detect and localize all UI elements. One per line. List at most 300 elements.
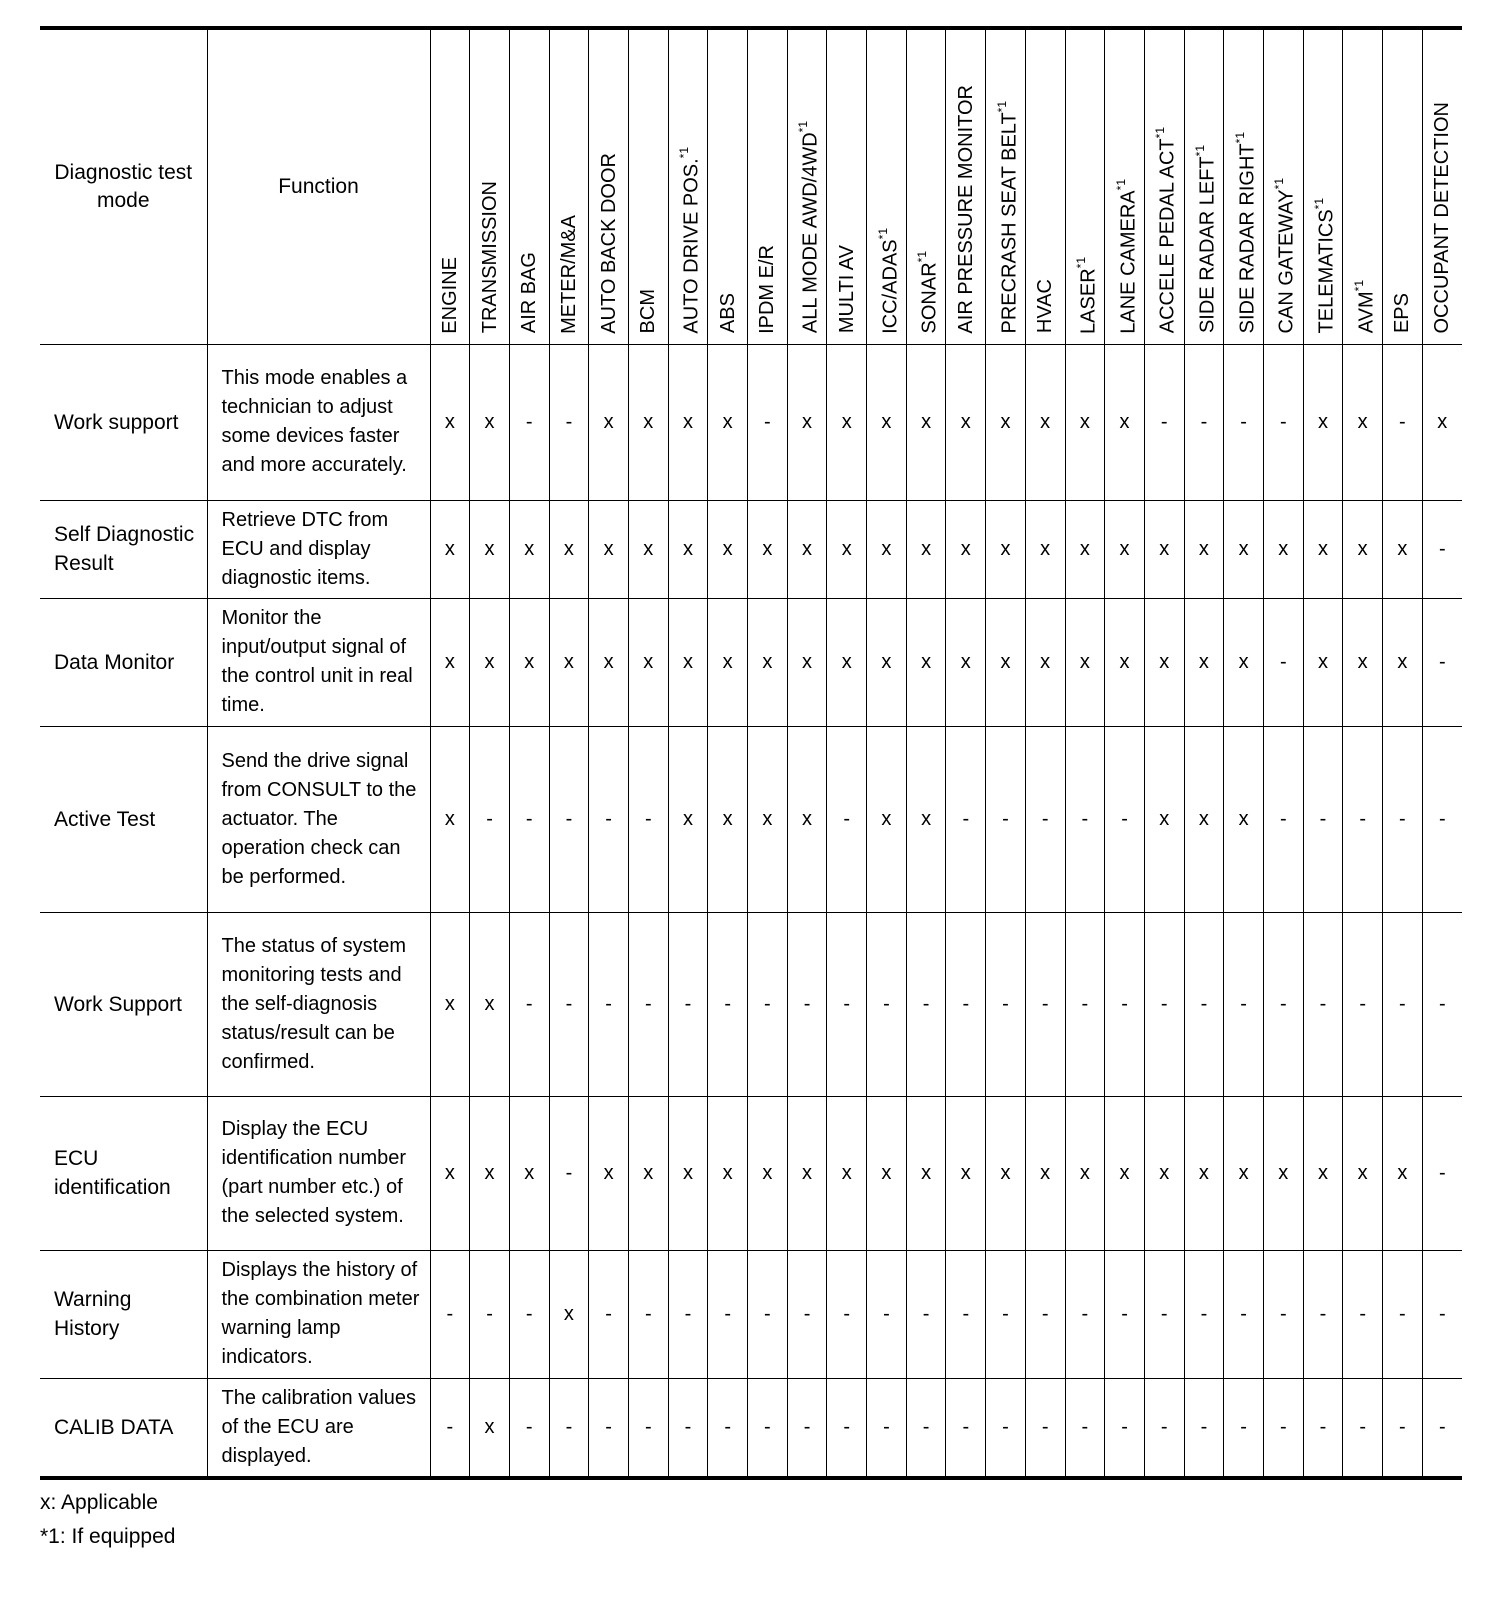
system-name: METER/M&A <box>557 214 580 334</box>
header-system-lane-camera <box>1105 28 1145 344</box>
applicability-cell: x <box>668 1096 708 1250</box>
applicability-cell: - <box>549 1096 589 1250</box>
applicability-cell: - <box>1383 1250 1423 1378</box>
applicability-cell: - <box>628 1378 668 1478</box>
applicability-cell: x <box>1144 726 1184 912</box>
applicability-cell: - <box>1263 1378 1303 1478</box>
applicability-cell: x <box>867 344 907 500</box>
applicability-cell: - <box>1025 1378 1065 1478</box>
applicability-cell: - <box>1343 1378 1383 1478</box>
system-name: SIDE RADAR LEFT <box>1196 156 1219 334</box>
applicability-cell: - <box>1184 1378 1224 1478</box>
row-function-description: Retrieve DTC from ECU and display diagnostic items. <box>207 500 430 598</box>
applicability-cell: x <box>430 912 470 1096</box>
applicability-cell: x <box>430 344 470 500</box>
system-name: AIR PRESSURE MONITOR <box>954 84 977 334</box>
applicability-cell: - <box>1184 912 1224 1096</box>
header-diagnostic-test-mode: Diagnostic test mode <box>40 28 207 344</box>
header-system-meter-m-a <box>549 28 589 344</box>
applicability-cell: - <box>1025 726 1065 912</box>
applicability-cell: x <box>1383 598 1423 726</box>
row-mode-label: Work support <box>40 344 207 500</box>
table-row <box>40 1250 1462 1378</box>
system-name: LASER <box>1077 267 1100 334</box>
applicability-cell: - <box>986 1378 1026 1478</box>
footnote-marker: *1 <box>796 121 811 133</box>
applicability-cell: x <box>708 344 748 500</box>
header-system-side-radar-left <box>1184 28 1224 344</box>
header-system-air-bag <box>509 28 549 344</box>
applicability-cell: - <box>1025 1250 1065 1378</box>
applicability-cell: - <box>549 912 589 1096</box>
applicability-cell: x <box>509 598 549 726</box>
table-row <box>40 344 1462 500</box>
system-name: SONAR <box>918 262 941 334</box>
applicability-cell: x <box>1224 726 1264 912</box>
applicability-cell: - <box>748 1250 788 1378</box>
applicability-cell: x <box>748 500 788 598</box>
applicability-cell: x <box>589 344 629 500</box>
applicability-cell: x <box>946 598 986 726</box>
applicability-cell: x <box>1224 1096 1264 1250</box>
applicability-cell: x <box>708 500 748 598</box>
applicability-cell: x <box>1184 726 1224 912</box>
applicability-cell: - <box>708 912 748 1096</box>
applicability-cell: - <box>509 726 549 912</box>
table-row <box>40 598 1462 726</box>
applicability-cell: x <box>470 500 510 598</box>
applicability-cell: x <box>1303 500 1343 598</box>
applicability-cell: x <box>470 912 510 1096</box>
applicability-cell: x <box>827 1096 867 1250</box>
applicability-cell: x <box>430 726 470 912</box>
header-system-multi-av <box>827 28 867 344</box>
applicability-cell: - <box>867 912 907 1096</box>
header-system-telematics <box>1303 28 1343 344</box>
system-name: BCM <box>637 289 660 334</box>
applicability-cell: - <box>1422 1096 1462 1250</box>
applicability-cell: x <box>549 598 589 726</box>
applicability-cell: x <box>1065 1096 1105 1250</box>
applicability-cell: x <box>1025 1096 1065 1250</box>
applicability-cell: - <box>1065 1378 1105 1478</box>
row-mode-label: CALIB DATA <box>40 1378 207 1478</box>
applicability-cell: x <box>1184 1096 1224 1250</box>
diagnostic-mode-table <box>40 26 1462 1480</box>
header-system-accele-pedal-act <box>1144 28 1184 344</box>
applicability-cell: x <box>589 598 629 726</box>
applicability-cell: - <box>1105 726 1145 912</box>
applicability-cell: - <box>1105 1250 1145 1378</box>
applicability-cell: x <box>430 500 470 598</box>
applicability-cell: x <box>906 344 946 500</box>
header-system-bcm <box>628 28 668 344</box>
applicability-cell: - <box>946 912 986 1096</box>
applicability-cell: - <box>787 1250 827 1378</box>
applicability-cell: x <box>946 1096 986 1250</box>
applicability-cell: x <box>946 344 986 500</box>
applicability-cell: - <box>549 726 589 912</box>
header-system-icc-adas <box>867 28 907 344</box>
applicability-cell: x <box>1144 598 1184 726</box>
applicability-cell: x <box>628 344 668 500</box>
header-system-side-radar-right <box>1224 28 1264 344</box>
applicability-cell: x <box>708 726 748 912</box>
applicability-cell: x <box>589 1096 629 1250</box>
system-name: AUTO BACK DOOR <box>597 152 620 334</box>
applicability-cell: x <box>1303 344 1343 500</box>
applicability-cell: x <box>509 1096 549 1250</box>
applicability-cell: - <box>668 912 708 1096</box>
footnote-marker: *1 <box>1153 127 1168 139</box>
footnote-marker: *1 <box>1312 198 1327 210</box>
applicability-cell: x <box>827 344 867 500</box>
applicability-cell: - <box>906 912 946 1096</box>
applicability-cell: - <box>748 912 788 1096</box>
applicability-cell: x <box>708 598 748 726</box>
applicability-cell: x <box>748 598 788 726</box>
applicability-cell: - <box>509 1378 549 1478</box>
header-system-avm <box>1343 28 1383 344</box>
applicability-cell: - <box>589 726 629 912</box>
applicability-cell: x <box>986 500 1026 598</box>
applicability-cell: - <box>827 1378 867 1478</box>
row-function-description: The status of system monitoring tests and the self-diagnosis status/result can be confirmed. <box>207 912 430 1096</box>
applicability-cell: x <box>628 598 668 726</box>
table-row <box>40 726 1462 912</box>
system-name: TELEMATICS <box>1315 209 1338 334</box>
applicability-cell: - <box>1343 912 1383 1096</box>
applicability-cell: x <box>1303 598 1343 726</box>
row-function-description: Displays the history of the combination meter warning lamp indicators. <box>207 1250 430 1378</box>
applicability-cell: - <box>986 726 1026 912</box>
applicability-cell: - <box>946 726 986 912</box>
applicability-cell: x <box>827 598 867 726</box>
applicability-cell: x <box>906 500 946 598</box>
applicability-cell: - <box>787 1378 827 1478</box>
system-name: OCCUPANT DETECTION <box>1431 102 1454 334</box>
footnote-marker: *1 <box>915 251 930 263</box>
system-name: MULTI AV <box>835 245 858 334</box>
applicability-cell: - <box>1383 912 1423 1096</box>
system-name: ALL MODE AWD/4WD <box>799 132 822 334</box>
applicability-cell: x <box>787 1096 827 1250</box>
applicability-cell: - <box>1184 344 1224 500</box>
applicability-cell: x <box>867 598 907 726</box>
header-system-abs <box>708 28 748 344</box>
applicability-cell: - <box>470 726 510 912</box>
applicability-cell: - <box>1303 1250 1343 1378</box>
applicability-cell: x <box>946 500 986 598</box>
applicability-cell: - <box>1263 912 1303 1096</box>
applicability-cell: x <box>668 598 708 726</box>
applicability-cell: - <box>867 1378 907 1478</box>
applicability-cell: x <box>1025 500 1065 598</box>
applicability-cell: x <box>1144 1096 1184 1250</box>
system-name: ICC/ADAS <box>879 239 902 334</box>
applicability-cell: x <box>1105 344 1145 500</box>
system-name: PRECRASH SEAT BELT <box>998 112 1021 334</box>
diagnostic-mode-table-section <box>40 26 1460 1554</box>
footnote-marker: *1 <box>875 227 890 240</box>
applicability-cell: x <box>1422 344 1462 500</box>
applicability-cell: - <box>1422 726 1462 912</box>
applicability-cell: x <box>1105 500 1145 598</box>
applicability-cell: x <box>787 344 827 500</box>
applicability-cell: - <box>589 1250 629 1378</box>
applicability-cell: - <box>1105 912 1145 1096</box>
header-system-occupant-detection <box>1422 28 1462 344</box>
applicability-cell: - <box>1422 912 1462 1096</box>
system-name: ABS <box>716 293 739 334</box>
applicability-cell: - <box>906 1378 946 1478</box>
applicability-cell: x <box>986 1096 1026 1250</box>
header-system-engine <box>430 28 470 344</box>
system-name: AIR BAG <box>518 252 541 334</box>
applicability-cell: - <box>1263 726 1303 912</box>
header-system-auto-drive-pos <box>668 28 708 344</box>
system-name: ACCELE PEDAL ACT <box>1157 138 1180 334</box>
applicability-cell: - <box>1383 1378 1423 1478</box>
table-header-row <box>40 28 1462 344</box>
applicability-cell: x <box>1065 598 1105 726</box>
applicability-cell: x <box>1105 1096 1145 1250</box>
applicability-cell: - <box>1105 1378 1145 1478</box>
row-mode-label: Data Monitor <box>40 598 207 726</box>
applicability-cell: x <box>1343 500 1383 598</box>
applicability-cell: - <box>1065 912 1105 1096</box>
header-system-can-gateway <box>1263 28 1303 344</box>
applicability-cell: - <box>1422 1250 1462 1378</box>
applicability-cell: x <box>470 1096 510 1250</box>
applicability-cell: - <box>1184 1250 1224 1378</box>
footnote-marker: *1 <box>1074 256 1089 268</box>
header-system-air-pressure-monitor <box>946 28 986 344</box>
applicability-cell: - <box>549 1378 589 1478</box>
applicability-cell: - <box>509 912 549 1096</box>
applicability-cell: - <box>549 344 589 500</box>
applicability-cell: - <box>827 1250 867 1378</box>
row-function-description: This mode enables a technician to adjust some devices faster and more accurately. <box>207 344 430 500</box>
applicability-cell: - <box>708 1378 748 1478</box>
applicability-cell: - <box>1263 598 1303 726</box>
applicability-cell: - <box>1303 912 1343 1096</box>
table-row <box>40 1378 1462 1478</box>
applicability-cell: x <box>589 500 629 598</box>
applicability-cell: x <box>748 726 788 912</box>
applicability-cell: x <box>1025 598 1065 726</box>
applicability-cell: - <box>470 1250 510 1378</box>
row-mode-label: Self Diagnostic Result <box>40 500 207 598</box>
applicability-cell: x <box>787 500 827 598</box>
row-mode-label: Active Test <box>40 726 207 912</box>
applicability-cell: - <box>1224 912 1264 1096</box>
applicability-cell: - <box>1422 500 1462 598</box>
system-name: AVM <box>1355 291 1378 334</box>
applicability-cell: - <box>1343 726 1383 912</box>
row-function-description: Monitor the input/output signal of the control unit in real time. <box>207 598 430 726</box>
applicability-cell: x <box>1343 344 1383 500</box>
applicability-cell: x <box>1224 500 1264 598</box>
applicability-cell: x <box>748 1096 788 1250</box>
applicability-cell: - <box>1144 344 1184 500</box>
applicability-cell: x <box>986 598 1026 726</box>
legend-applicable: x: Applicable <box>40 1491 158 1514</box>
applicability-cell: x <box>1224 598 1264 726</box>
footnote-marker: *1 <box>1113 178 1128 191</box>
applicability-cell: - <box>628 912 668 1096</box>
header-system-auto-back-door <box>589 28 629 344</box>
applicability-cell: x <box>668 500 708 598</box>
applicability-cell: x <box>668 344 708 500</box>
row-function-description: The calibration values of the ECU are displayed. <box>207 1378 430 1478</box>
applicability-cell: - <box>1263 344 1303 500</box>
row-mode-label: ECU identification <box>40 1096 207 1250</box>
applicability-cell: x <box>668 726 708 912</box>
applicability-cell: - <box>986 1250 1026 1378</box>
applicability-cell: - <box>1144 1250 1184 1378</box>
table-row <box>40 912 1462 1096</box>
applicability-cell: x <box>470 1378 510 1478</box>
table-row <box>40 1096 1462 1250</box>
applicability-cell: - <box>827 726 867 912</box>
footnote-marker: *1 <box>677 146 692 159</box>
applicability-cell: x <box>1263 1096 1303 1250</box>
applicability-cell: x <box>509 500 549 598</box>
table-body <box>40 344 1462 1478</box>
applicability-cell: x <box>867 726 907 912</box>
applicability-cell: x <box>470 344 510 500</box>
applicability-cell: - <box>748 344 788 500</box>
applicability-cell: - <box>1065 726 1105 912</box>
applicability-cell: x <box>1343 1096 1383 1250</box>
system-name: EPS <box>1391 293 1414 334</box>
row-mode-label: Warning History <box>40 1250 207 1378</box>
applicability-cell: x <box>1184 598 1224 726</box>
applicability-cell: - <box>589 1378 629 1478</box>
applicability-cell: - <box>827 912 867 1096</box>
header-system-eps <box>1383 28 1423 344</box>
footnote-marker: *1 <box>1232 132 1247 144</box>
applicability-cell: x <box>1184 500 1224 598</box>
applicability-cell: x <box>787 726 827 912</box>
applicability-cell: x <box>867 1096 907 1250</box>
applicability-cell: - <box>1263 1250 1303 1378</box>
applicability-cell: x <box>708 1096 748 1250</box>
system-name: SIDE RADAR RIGHT <box>1236 143 1259 334</box>
applicability-cell: x <box>906 598 946 726</box>
footnote-marker: *1 <box>994 100 1009 113</box>
applicability-cell: - <box>509 1250 549 1378</box>
applicability-cell: x <box>1144 500 1184 598</box>
applicability-cell: - <box>1144 1378 1184 1478</box>
applicability-cell: - <box>1383 726 1423 912</box>
applicability-cell: - <box>986 912 1026 1096</box>
applicability-cell: - <box>589 912 629 1096</box>
header-system-hvac <box>1025 28 1065 344</box>
applicability-cell: x <box>549 500 589 598</box>
applicability-cell: - <box>430 1250 470 1378</box>
applicability-cell: - <box>787 912 827 1096</box>
footnote-marker: *1 <box>1272 178 1287 190</box>
row-function-description: Display the ECU identification number (part number etc.) of the selected system. <box>207 1096 430 1250</box>
applicability-cell: - <box>1224 1378 1264 1478</box>
applicability-cell: - <box>748 1378 788 1478</box>
applicability-cell: - <box>1383 344 1423 500</box>
applicability-cell: - <box>668 1250 708 1378</box>
applicability-cell: x <box>1065 500 1105 598</box>
applicability-cell: x <box>1065 344 1105 500</box>
applicability-cell: x <box>1383 500 1423 598</box>
header-system-laser <box>1065 28 1105 344</box>
applicability-cell: - <box>1343 1250 1383 1378</box>
applicability-cell: x <box>906 1096 946 1250</box>
footnote-marker: *1 <box>1193 145 1208 157</box>
applicability-cell: - <box>628 1250 668 1378</box>
applicability-cell: - <box>946 1250 986 1378</box>
applicability-cell: - <box>1025 912 1065 1096</box>
applicability-cell: x <box>867 500 907 598</box>
legend-if-equipped: *1: If equipped <box>40 1525 176 1548</box>
applicability-cell: - <box>430 1378 470 1478</box>
applicability-cell: - <box>668 1378 708 1478</box>
header-function: Function <box>207 28 430 344</box>
header-system-ipdm-e-r <box>748 28 788 344</box>
applicability-cell: x <box>549 1250 589 1378</box>
applicability-cell: x <box>470 598 510 726</box>
applicability-cell: x <box>1105 598 1145 726</box>
applicability-cell: x <box>1343 598 1383 726</box>
system-name: ENGINE <box>438 256 461 334</box>
header-system-all-mode-awd-4wd <box>787 28 827 344</box>
applicability-cell: x <box>986 344 1026 500</box>
applicability-cell: x <box>1303 1096 1343 1250</box>
system-name: LANE CAMERA <box>1117 190 1140 334</box>
applicability-cell: - <box>509 344 549 500</box>
applicability-cell: - <box>867 1250 907 1378</box>
applicability-cell: x <box>1383 1096 1423 1250</box>
applicability-cell: x <box>827 500 867 598</box>
applicability-cell: x <box>787 598 827 726</box>
applicability-cell: x <box>628 1096 668 1250</box>
system-name: HVAC <box>1034 279 1057 334</box>
system-name: CAN GATEWAY <box>1276 189 1299 334</box>
applicability-cell: - <box>946 1378 986 1478</box>
system-name: TRANSMISSION <box>478 181 501 334</box>
footnote-marker: *1 <box>1351 280 1366 292</box>
applicability-cell: - <box>1303 1378 1343 1478</box>
applicability-cell: - <box>1065 1250 1105 1378</box>
header-system-sonar <box>906 28 946 344</box>
applicability-cell: x <box>430 598 470 726</box>
applicability-cell: - <box>1224 344 1264 500</box>
applicability-cell: x <box>1025 344 1065 500</box>
applicability-cell: - <box>1224 1250 1264 1378</box>
applicability-cell: - <box>906 1250 946 1378</box>
applicability-cell: - <box>1303 726 1343 912</box>
header-system-transmission <box>470 28 510 344</box>
table-row <box>40 500 1462 598</box>
applicability-cell: - <box>1422 598 1462 726</box>
applicability-cell: - <box>1144 912 1184 1096</box>
applicability-cell: - <box>1422 1378 1462 1478</box>
applicability-cell: x <box>628 500 668 598</box>
system-name: IPDM E/R <box>756 244 779 334</box>
row-function-description: Send the drive signal from CONSULT to the actuator. The operation check can be performed. <box>207 726 430 912</box>
applicability-cell: - <box>628 726 668 912</box>
applicability-cell: x <box>430 1096 470 1250</box>
header-system-precrash-seat-belt <box>986 28 1026 344</box>
